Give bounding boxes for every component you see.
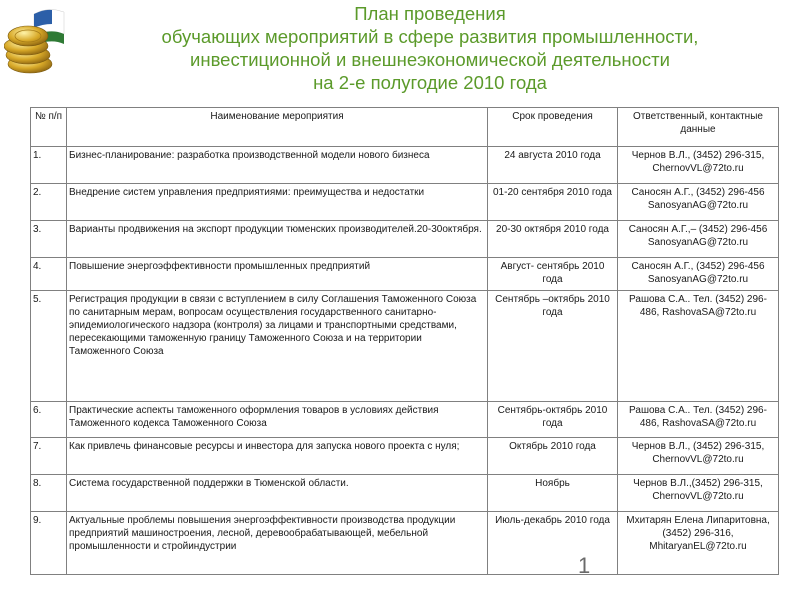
row-resp: Саносян А.Г., (3452) 296-456 SanosyanAG@72to.ru — [618, 184, 779, 221]
page-title — [80, 2, 780, 94]
row-name: Повышение энергоэффективности промышленных предприятий — [67, 258, 488, 291]
header-name: Наименование мероприятия — [67, 108, 488, 147]
table-row — [31, 291, 779, 402]
header-num: № п/п — [31, 108, 67, 147]
table-header-row — [31, 108, 779, 147]
row-resp: Мхитарян Елена Липаритовна, (3452) 296-316, MhitaryanEL@72to.ru — [618, 512, 779, 575]
title-line-4: на 2-е полугодие 2010 года — [313, 72, 547, 93]
table-row — [31, 475, 779, 512]
row-resp: Рашова С.А.. Тел. (3452) 296-486, RashovaSA@72to.ru — [618, 402, 779, 438]
row-name: Как привлечь финансовые ресурсы и инвестора для запуска нового проекта с нуля; — [67, 438, 488, 475]
row-date: 24 августа 2010 года — [488, 147, 618, 184]
table-row — [31, 258, 779, 291]
title-line-2: обучающих мероприятий в сфере развития промышленности, — [161, 26, 699, 47]
row-num: 9. — [31, 512, 67, 575]
row-resp: Саносян А.Г.,– (3452) 296-456 SanosyanAG@72to.ru — [618, 221, 779, 258]
row-date: Сентябрь –октябрь 2010 года — [488, 291, 618, 402]
row-date: Ноябрь — [488, 475, 618, 512]
row-name: Бизнес-планирование: разработка производственной модели нового бизнеса — [67, 147, 488, 184]
row-date: 20-30 октября 2010 года — [488, 221, 618, 258]
table-row — [31, 221, 779, 258]
row-date: 01-20 сентября 2010 года — [488, 184, 618, 221]
row-date: Сентябрь-октябрь 2010 года — [488, 402, 618, 438]
row-date: Октябрь 2010 года — [488, 438, 618, 475]
row-resp: Рашова С.А.. Тел. (3452) 296-486, RashovaSA@72to.ru — [618, 291, 779, 402]
row-num: 7. — [31, 438, 67, 475]
row-name: Внедрение систем управления предприятиями: преимущества и недостатки — [67, 184, 488, 221]
row-resp: Чернов В.Л., (3452) 296-315, ChernovVL@72to.ru — [618, 147, 779, 184]
row-name: Варианты продвижения на экспорт продукции тюменских производителей.20-30октября. — [67, 221, 488, 258]
row-num: 2. — [31, 184, 67, 221]
row-num: 8. — [31, 475, 67, 512]
row-resp: Саносян А.Г., (3452) 296-456 SanosyanAG@72to.ru — [618, 258, 779, 291]
table-row — [31, 438, 779, 475]
header-date: Срок проведения — [488, 108, 618, 147]
row-date: Июль-декабрь 2010 года — [488, 512, 618, 575]
row-resp: Чернов В.Л., (3452) 296-315, ChernovVL@72to.ru — [618, 438, 779, 475]
title-line-1: План проведения — [354, 3, 506, 24]
title-line-3: инвестиционной и внешнеэкономической деятельности — [190, 49, 670, 70]
row-resp: Чернов В.Л.,(3452) 296-315, ChernovVL@72to.ru — [618, 475, 779, 512]
table-row — [31, 402, 779, 438]
row-num: 5. — [31, 291, 67, 402]
row-name: Система государственной поддержки в Тюменской области. — [67, 475, 488, 512]
page-number: 1 — [578, 553, 591, 578]
row-num: 6. — [31, 402, 67, 438]
table-row — [31, 512, 779, 575]
row-name: Практические аспекты таможенного оформления товаров в условиях действия Таможенного кодекса Таможенного Союза — [67, 402, 488, 438]
row-num: 3. — [31, 221, 67, 258]
row-date: Август- сентябрь 2010 года — [488, 258, 618, 291]
row-num: 1. — [31, 147, 67, 184]
row-name: Актуальные проблемы повышения энергоэффективности производства продукции предприятий машиностроения, лесной, деревообрабатывающей, мебельной промышленности и стройиндустрии — [67, 512, 488, 575]
table-row — [31, 147, 779, 184]
coin-stack-flag-logo-icon — [4, 4, 72, 78]
row-num: 4. — [31, 258, 67, 291]
row-name: Регистрация продукции в связи с вступлением в силу Соглашения Таможенного Союза по санитарным мерам, вопросам осуществления государственного санитарно-эпидемиологического надзора (контроля) за лицами и транспортными средствами, пересекающими таможенную границу Таможенного Союза и на территории Таможенного Союза — [67, 291, 488, 402]
table-row — [31, 184, 779, 221]
events-table — [30, 107, 779, 575]
header-resp: Ответственный, контактные данные — [618, 108, 779, 147]
